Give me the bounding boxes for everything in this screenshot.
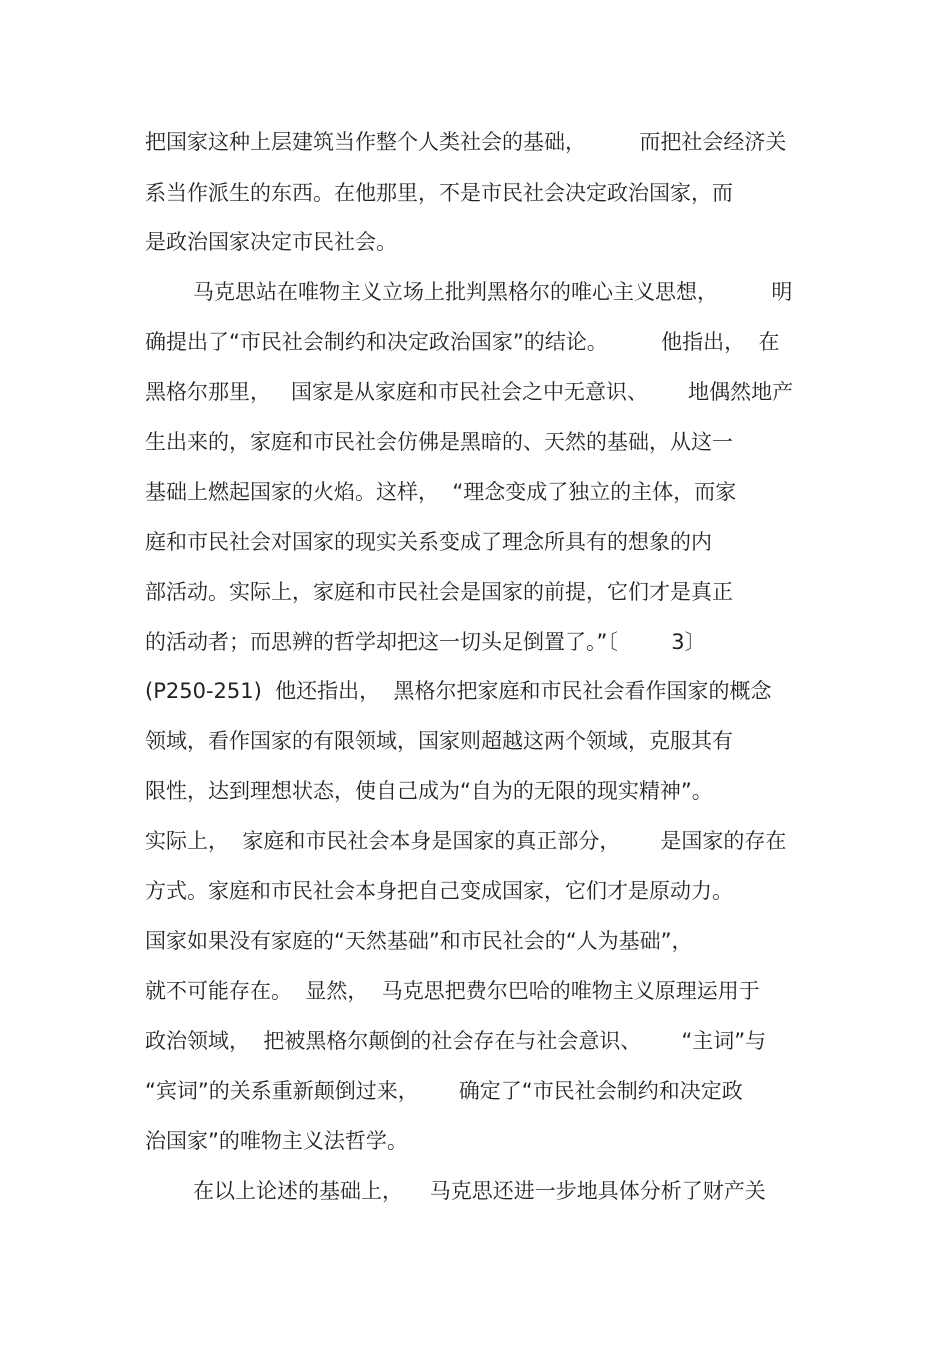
text-line: 政治领域， 把被黑格尔颠倒的社会存在与社会意识、 “主词”与: [145, 1029, 767, 1053]
text-line: 限性，达到理想状态，使自己成为“自为的无限的现实精神”。: [145, 779, 713, 803]
text-line: 庭和市民社会对国家的现实关系变成了理念所具有的想象的内: [145, 530, 712, 554]
text-line: 生出来的，家庭和市民社会仿佛是黑暗的、天然的基础，从这一: [145, 430, 733, 454]
text-line: 方式。家庭和市民社会本身把自己变成国家，它们才是原动力。: [145, 879, 733, 903]
text-line: 把国家这种上层建筑当作整个人类社会的基础， 而把社会经济关: [145, 130, 787, 154]
text-line: 国家如果没有家庭的“天然基础”和市民社会的“人为基础”，: [145, 929, 693, 953]
text-line: 就不可能存在。 显然， 马克思把费尔巴哈的唯物主义原理运用于: [145, 979, 760, 1003]
text-line: “宾词”的关系重新颠倒过来， 确定了“市民社会制约和决定政: [145, 1079, 743, 1103]
text-line: 部活动。实际上，家庭和市民社会是国家的前提，它们才是真正: [145, 580, 733, 604]
text-line: 是政治国家决定市民社会。: [145, 230, 397, 254]
text-line: 马克思站在唯物主义立场上批判黑格尔的唯心主义思想， 明: [193, 280, 793, 304]
text-line: 基础上燃起国家的火焰。这样， “理念变成了独立的主体，而家: [145, 480, 737, 504]
text-line: (P250-251) 他还指出， 黑格尔把家庭和市民社会看作国家的概念: [145, 679, 772, 703]
text-line: 系当作派生的东西。在他那里，不是市民社会决定政治国家，而: [145, 181, 733, 205]
text-line: 实际上， 家庭和市民社会本身是国家的真正部分， 是国家的存在: [145, 829, 787, 853]
text-line: 在以上论述的基础上， 马克思还进一步地具体分析了财产关: [193, 1179, 766, 1203]
text-line: 治国家”的唯物主义法哲学。: [145, 1129, 408, 1153]
text-line: 领域，看作国家的有限领域，国家则超越这两个领域，克服其有: [145, 729, 733, 753]
text-line: 确提出了“市民社会制约和决定政治国家”的结论。 他指出， 在: [145, 330, 780, 354]
text-line: 的活动者；而思辨的哲学却把这一切头足倒置了。”〔 3〕: [145, 630, 706, 654]
text-line: 黑格尔那里， 国家是从家庭和市民社会之中无意识、 地偶然地产: [145, 380, 794, 404]
